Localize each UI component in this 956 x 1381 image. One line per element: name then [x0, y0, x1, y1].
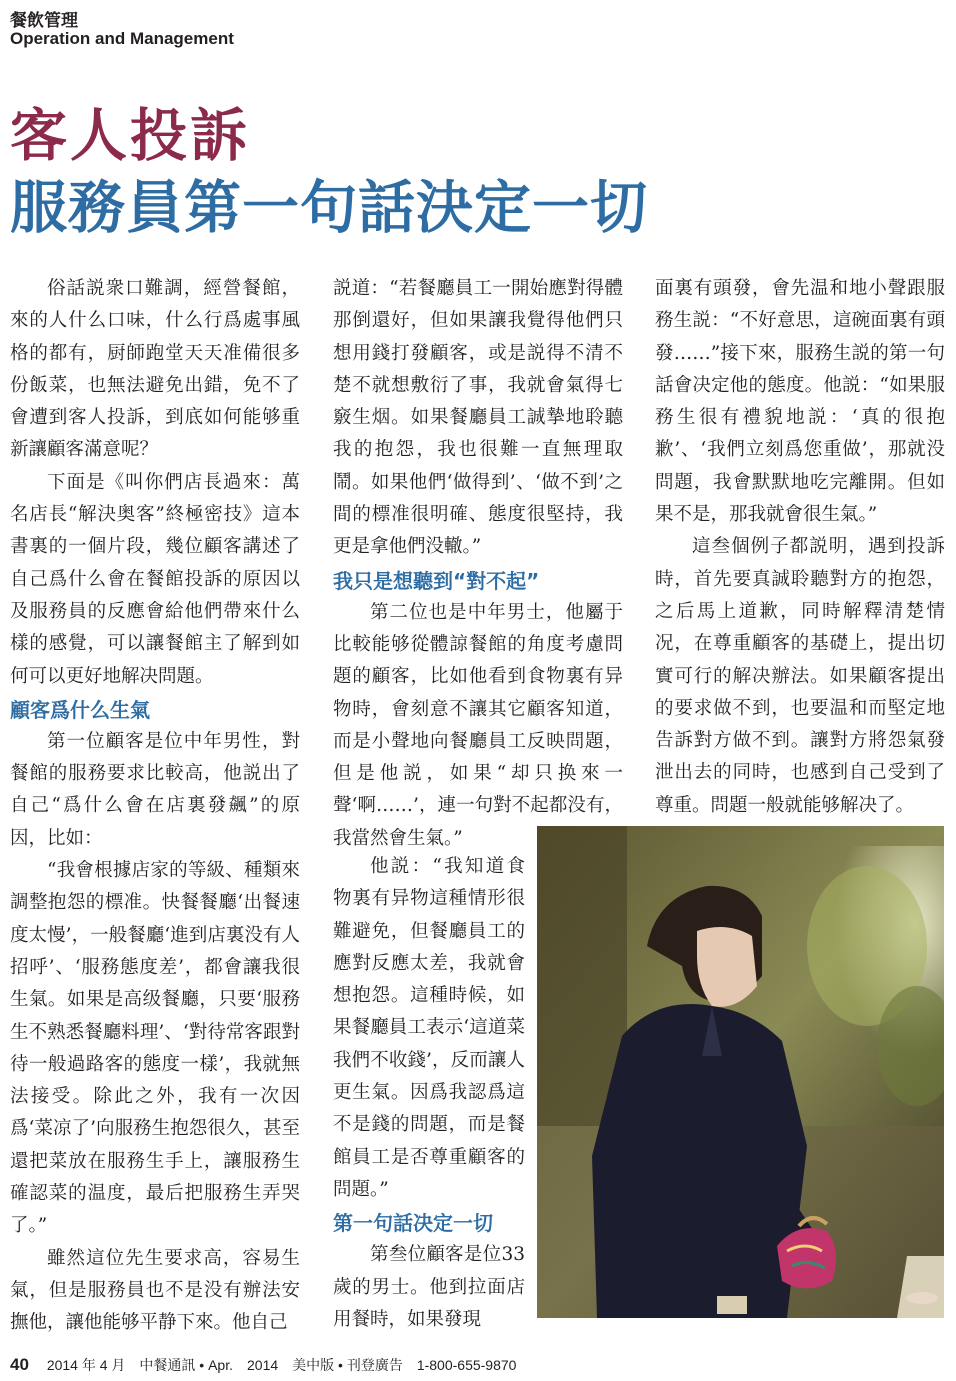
paragraph: 第二位也是中年男士，他屬于比較能够從體諒餐館的角度考慮問題的顧客，比如他看到食物裏有异物時，會刻意不讓其它顧客知道，而是小聲地向餐廳員工反映問題，但是他説，如果“却只换來一聲‘啊……’，連一句對不起都没有，我當然會生氣。” [333, 601, 623, 849]
paragraph: 他説：“我知道食物裏有异物這種情形很難避免，但餐廳員工的應對反應太差，我就會想抱怨。這種時候，如果餐廳員工表示‘這道菜我們不收錢’，反而讓人更生氣。因爲我認爲這不是錢的問題，而是餐館員工是否尊重顧客的問題。” [333, 856, 525, 1200]
paragraph: 第一位顧客是位中年男性，對餐館的服務要求比較高，他説出了自己“爲什么會在店裏發飆”的原因，比如： [10, 730, 300, 849]
article-column-1 [10, 273, 300, 1340]
article-column-2-lower [333, 851, 525, 1336]
article-column-2 [333, 273, 623, 855]
paragraph: 面裏有頭發，會先温和地小聲跟服務生説：“不好意思，這碗面裏有頭發……”接下來，服務生説的第一句話會决定他的態度。他説：“如果服務生很有禮貌地説：‘真的很抱歉’、‘我們立刻爲您重做’，那就没問題，我會默默地吃完離開。但如果不是，那我就會很生氣。” [655, 278, 945, 526]
paragraph: 這叁個例子都説明，遇到投訴時，首先要真誠聆聽對方的抱怨，之后馬上道歉，同時解釋清楚情况，在尊重顧客的基礎上，提出切實可行的解决辦法。如果顧客提出的要求做不到，也要温和而堅定地告訴對方做不到。讓對方將怨氣發泄出去的同時，也感到自己受到了尊重。問題一般就能够解决了。 [655, 536, 945, 816]
section-label-chinese: 餐飲管理 [10, 11, 78, 31]
subheading: 我只是想聽到“對不起” [333, 568, 540, 593]
paragraph: “我會根據店家的等級、種類來調整抱怨的標准。快餐餐廳‘出餐速度太慢’，一般餐廳‘進到店裏没有人招呼’、‘服務態度差’，都會讓我很生氣。如果是高级餐廳，只要‘服務生不熟悉餐廳料理’、‘對待常客跟對待一般過路客的態度一樣’，我就無法接受。除此之外，我有一次因爲‘菜凉了’向服務生抱怨很久，甚至還把菜放在服務生手上，讓服務生確認菜的温度，最后把服務生弄哭了。” [10, 860, 300, 1237]
article-column-3 [655, 273, 945, 822]
page-number: 40 [10, 1355, 29, 1374]
footer-text: 2014 年 4 月 中餐通訊 • Apr. 2014 美中版 • 刊登廣告 1-800-655-9870 [46, 1357, 517, 1373]
paragraph: 俗話説衆口難調，經營餐館，來的人什么口味，什么行爲處事風格的都有，厨師跑堂天天准備很多份飯菜，也無法避免出錯，免不了會遭到客人投訴，到底如何能够重新讓顧客滿意呢？ [10, 278, 300, 461]
paragraph: 下面是《叫你們店長過來：萬名店長“解決奥客”終極密技》這本書裏的一個片段，幾位顧客講述了自己爲什么會在餐館投訴的原因以及服務員的反應會給他們帶來什么樣的感覺，可以讓餐館主了解到如何可以更好地解决問題。 [10, 471, 300, 687]
article-title-line2: 服務員第一句話決定一切 [10, 174, 648, 241]
subheading: 第一句話决定一切 [333, 1211, 493, 1236]
page-footer [10, 1355, 516, 1375]
paragraph: 雖然這位先生要求高，容易生氣，但是服務員也不是没有辦法安撫他，讓他能够平静下來。他自己 [10, 1247, 300, 1334]
paragraph: 第叁位顧客是位33歲的男士。他到拉面店用餐時，如果發現 [333, 1244, 525, 1330]
section-label-english: Operation and Management [10, 29, 234, 48]
article-title-line1: 客人投訴 [10, 102, 250, 169]
subheading: 顧客爲什么生氣 [10, 697, 150, 722]
paragraph: 説道：“若餐廳員工一開始應對得體那倒還好，但如果讓我覺得他們只想用錢打發顧客，或是説得不清不楚不就想敷衍了事，我就會氣得七竅生烟。如果餐廳員工誠摯地聆聽我的抱怨，我也很難一直無理取鬧。如果他們‘做得到’、‘做不到’之間的標准很明確、態度很堅持，我更是拿他們没轍。” [333, 278, 623, 558]
waitress-pouring-tea-photo [537, 826, 944, 1318]
